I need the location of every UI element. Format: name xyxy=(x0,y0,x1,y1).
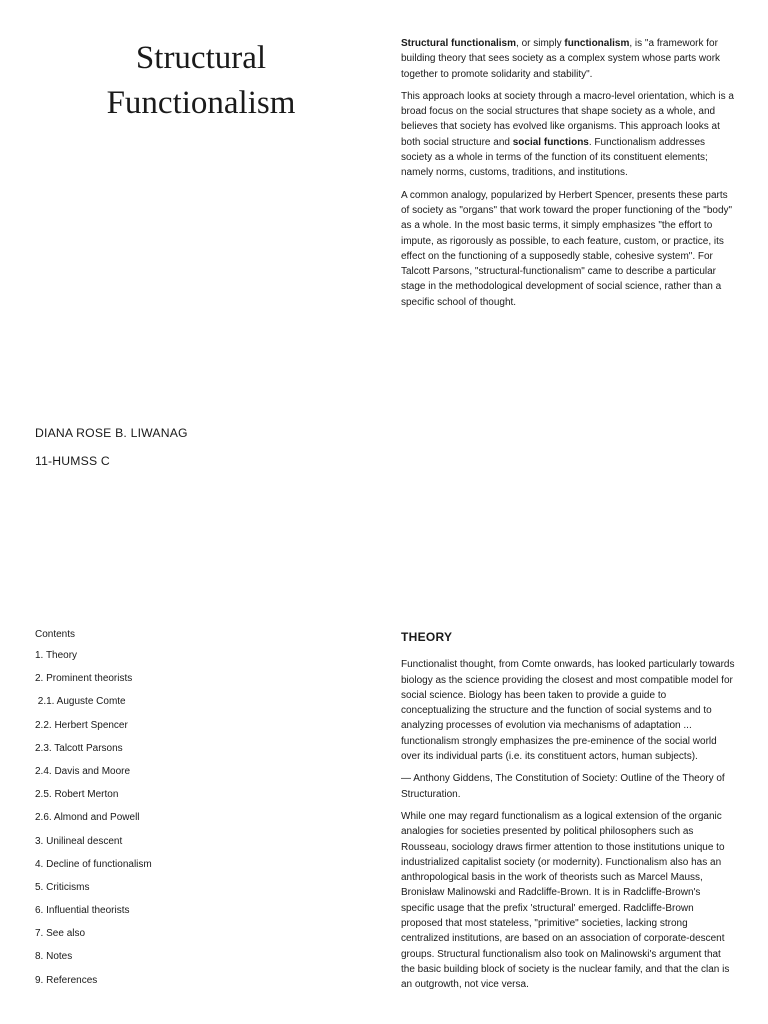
theory-paragraph-1: Functionalist thought, from Comte onwards, has looked particularly towards biology as the science providing the closest and most compatible model for social science. Biology has been taken to provide a guide to conceptualizing the structure and the function of social systems and to analyzing processes of evolution via mechanisms of adaptation ... functionalism strongly emphasizes the pre-eminence of the social world over its individual parts (i.e. its constituent actors, human subjects). xyxy=(401,659,735,763)
contents-item: 2. Prominent theorists xyxy=(35,673,133,685)
table-of-contents xyxy=(35,629,152,998)
intro-paragraph-3: A common analogy, popularized by Herbert Spencer, presents these parts of society as "organs" that work toward the proper functioning of the "body" as a whole. In the most basic terms, it simply emphasizes "the effort to impute, as rigorously as possible, to each feature, custom, or practice, its effect on the functioning of a supposedly stable, cohesive system". For Talcott Parsons, "structural-functionalism" came to describe a particular stage in the methodological development of social science, rather than a specific school of thought. xyxy=(401,189,733,308)
author-name: DIANA ROSE B. LIWANAG xyxy=(35,426,188,440)
contents-item: 4. Decline of functionalism xyxy=(35,858,152,870)
contents-item: 1. Theory xyxy=(35,650,78,661)
author-block xyxy=(35,426,188,482)
contents-item: 2.2. Herbert Spencer xyxy=(35,719,128,731)
contents-item: 6. Influential theorists xyxy=(35,905,130,917)
theory-heading: THEORY xyxy=(401,630,453,644)
theory-paragraph-2: While one may regard functionalism as a logical extension of the organic analogies for societies presented by political philosophers such as Rousseau, sociology draws firmer attention to those institutions unique to industrialized capitalist society (or modernity). Functionalism also has an anthropological basis in the work of theorists such as Marcel Mauss, Bronisław Malinowski and Radcliffe-Brown. It is in Radcliffe-Brown's specific usage that the prefix 'structural' emerged. Radcliffe-Brown proposed that most stateless, "primitive" societies, lacking strong centralized institutions, are based on an association of corporate-descent groups. Structural functionalism also took on Malinowski's argument that the basic building block of society is the nuclear family, and that the clan is an outgrowth, not vice versa. xyxy=(401,810,730,991)
intro-section xyxy=(401,36,736,317)
intro-paragraph-2 xyxy=(401,89,736,181)
intro-term-functionalism: functionalism xyxy=(564,38,630,49)
author-section: 11-HUMSS C xyxy=(35,454,110,468)
theory-attribution: — Anthony Giddens, The Constitution of Society: Outline of the Theory of Structuration. xyxy=(401,773,725,800)
intro-text: , is "a framework for building theory that sees society as a complex system whose parts work together to promote solidarity and stability". xyxy=(401,38,721,80)
contents-item: 8. Notes xyxy=(35,951,73,963)
contents-item: 2.4. Davis and Moore xyxy=(35,765,131,777)
contents-item: 2.5. Robert Merton xyxy=(35,789,119,801)
title-line-2: Functionalism xyxy=(106,85,296,121)
intro-paragraph-1 xyxy=(401,36,736,82)
intro-term-social-functions: social functions xyxy=(512,136,589,148)
intro-text: . Functionalism addresses society as a whole in terms of the function of its constituent elements; namely norms, customs, traditions, and institutions. xyxy=(401,136,708,179)
contents-item: 2.6. Almond and Powell xyxy=(35,812,140,824)
intro-term-structural-functionalism: Structural functionalism xyxy=(401,38,517,49)
contents-item: 2.3. Talcott Parsons xyxy=(35,742,123,754)
intro-text: , or simply xyxy=(516,38,565,49)
contents-item: 5. Criticisms xyxy=(35,881,90,893)
title-line-1: Structural xyxy=(135,40,267,76)
document-title xyxy=(70,36,332,126)
intro-text: This approach looks at society through a macro-level orientation, which is a broad focus on the social structures that shape society as a whole, and believes that society has evolved like organisms. This approach looks at both social structure and xyxy=(401,90,734,148)
contents-heading: Contents xyxy=(35,629,76,640)
contents-item: 2.1. Auguste Comte xyxy=(35,696,126,708)
contents-list xyxy=(35,650,152,998)
contents-item: 9. References xyxy=(35,974,98,986)
contents-item: 3. Unilineal descent xyxy=(35,835,123,847)
contents-item: 7. See also xyxy=(35,928,86,940)
theory-section xyxy=(401,630,736,1000)
